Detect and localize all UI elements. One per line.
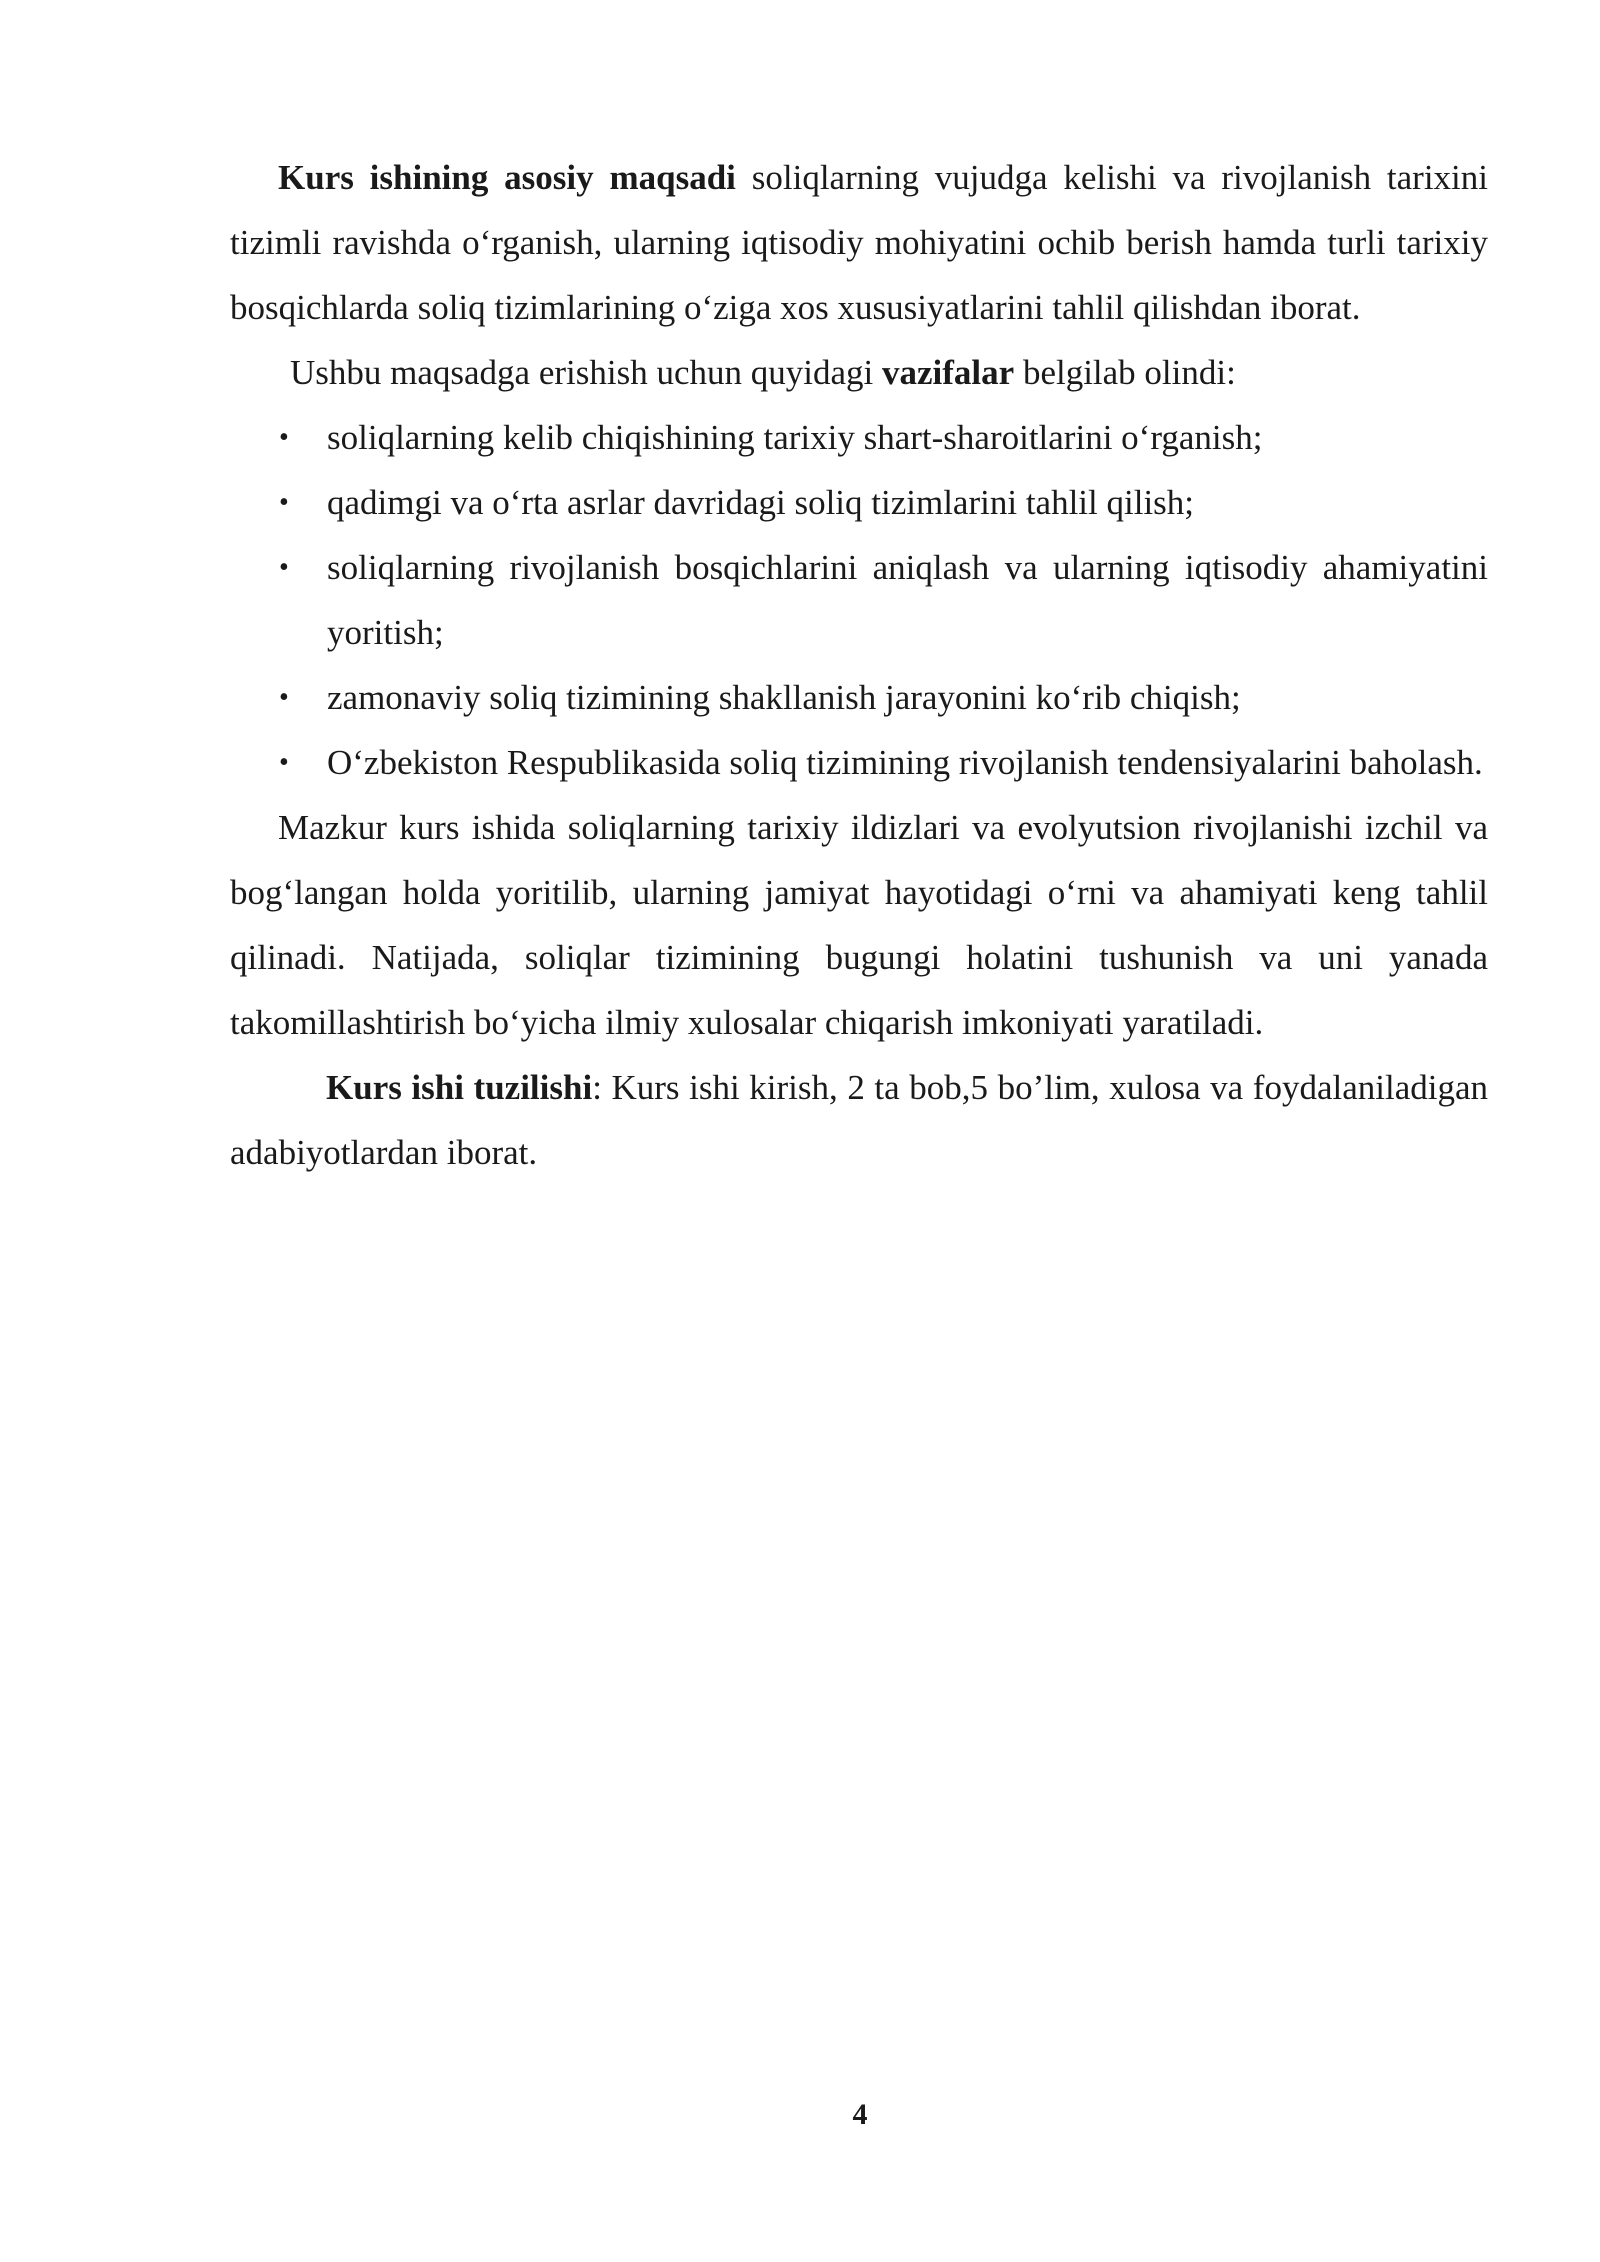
- structure-heading: Kurs ishi tuzilishi: [326, 1068, 593, 1107]
- goal-text: soliqlarning vujudga kelishi va rivojlanish tarixini tizimli ravishda o‘rganish, ularning iqtisodiy mohiyatini ochib berish hamda turli tarixiy bosqichlarda soliq tizimlarining o‘ziga xos xususiyatlarini tahlil qilishdan iborat.: [230, 158, 1489, 327]
- list-item-text: zamonaviy soliq tizimining shakllanish jarayonini ko‘rib chiqish;: [327, 678, 1241, 717]
- conclusion-paragraph: Mazkur kurs ishida soliqlarning tarixiy ildizlari va evolyutsion rivojlanishi izchil va bog‘langan holda yoritilib, ularning jamiyat hayotidagi o‘rni va ahamiyati keng tahlil qilinadi. Natijada, soliqlar tizimining bugungi holatini tushunish va uni yanada takomillashtirish bo‘yicha ilmiy xulosalar chiqarish imkoniyati yaratiladi.: [230, 808, 1488, 1042]
- tasks-intro-text: Ushbu maqsadga erishish uchun quyidagi: [290, 353, 882, 392]
- tasks-intro-paragraph: [230, 340, 1488, 405]
- goal-paragraph: [230, 145, 1488, 340]
- list-item: [230, 535, 1488, 665]
- list-item-text: soliqlarning kelib chiqishining tarixiy shart-sharoitlarini o‘rganish;: [327, 418, 1263, 457]
- bullet-icon: •: [279, 422, 289, 453]
- list-item-text: O‘zbekiston Respublikasida soliq tizimining rivojlanish tendensiyalarini baholash.: [327, 743, 1483, 782]
- bullet-icon: •: [279, 552, 289, 583]
- list-item-text: soliqlarning rivojlanish bosqichlarini aniqlash va ularning iqtisodiy ahamiyatini yoritish;: [327, 548, 1488, 652]
- list-item: [230, 730, 1488, 795]
- list-item: [230, 405, 1488, 470]
- structure-text: : Kurs ishi kirish, 2 ta bob,5 bo’lim, xulosa va foydalaniladigan adabiyotlardan iborat.: [230, 1068, 1488, 1172]
- list-item-text: qadimgi va o‘rta asrlar davridagi soliq tizimlarini tahlil qilish;: [327, 483, 1195, 522]
- page-number: 4: [852, 2098, 868, 2131]
- tasks-list: [230, 405, 1488, 795]
- list-item: [230, 665, 1488, 730]
- list-item: [230, 470, 1488, 535]
- page-content: [230, 145, 1488, 1185]
- tasks-intro-keyword: vazifalar: [882, 353, 1015, 392]
- bullet-icon: •: [279, 747, 289, 778]
- tasks-intro-end: belgilab olindi:: [1014, 353, 1236, 392]
- bullet-icon: •: [279, 487, 289, 518]
- structure-paragraph: [230, 1055, 1488, 1185]
- goal-heading: Kurs ishining asosiy maqsadi: [278, 158, 736, 197]
- bullet-icon: •: [279, 682, 289, 713]
